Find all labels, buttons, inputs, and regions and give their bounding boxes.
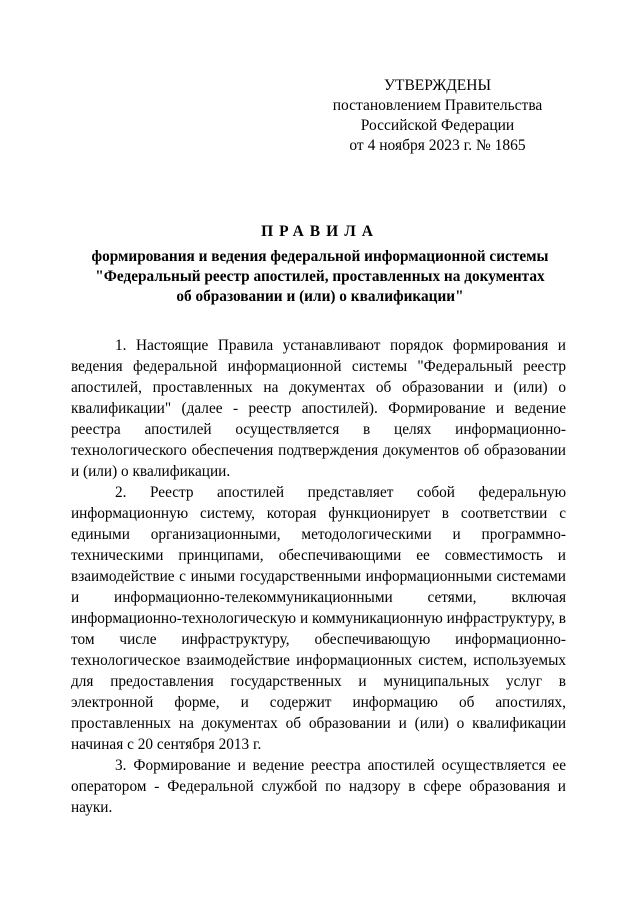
- approval-line-2: Российской Федерации: [360, 117, 515, 134]
- document-body: [71, 335, 566, 818]
- approval-heading: УТВЕРЖДЕНЫ: [384, 77, 491, 94]
- subtitle-line-1: формирования и ведения федеральной информационной системы: [91, 248, 549, 265]
- paragraph-2: 2. Реестр апостилей представляет собой федеральную информационную систему, которая функционирует в соответствии с едиными организационными, методологическими и программно-техническими принципами, обеспечивающими ее совместимость и взаимодействие с иными государственными информационными системами и информационно-телекоммуникационными сетями, включая информационно-технологическую и коммуникационную инфраструктуру, в том числе инфраструктуру, обеспечивающую информационно-технологическое взаимодействие информационных систем, используемых для предоставления государственных и муниципальных услуг в электронной форме, и содержит информацию об апостилях, проставленных на документах об образовании и (или) о квалификации начиная с 20 сентября 2013 г.: [71, 484, 566, 753]
- approval-block: [300, 76, 575, 156]
- document-subtitle: [60, 247, 580, 307]
- paragraph-1: 1. Настоящие Правила устанавливают порядок формирования и ведения федеральной информационной системы "Федеральный реестр апостилей, проставленных на документах об образовании и (или) о квалификации" (далее - реестр апостилей). Формирование и ведение реестра апостилей осуществляется в целях информационно-технологического обеспечения подтверждения документов об образовании и (или) о квалификации.: [71, 337, 566, 480]
- approval-line-3: от 4 ноября 2023 г. № 1865: [349, 137, 526, 154]
- approval-line-1: постановлением Правительства: [332, 97, 543, 114]
- subtitle-line-3: об образовании и (или) о квалификации": [176, 288, 464, 305]
- paragraph-3: 3. Формирование и ведение реестра апостилей осуществляется ее оператором - Федеральной службой по надзору в сфере образования и науки.: [71, 757, 566, 816]
- document-title: ПРАВИЛА: [261, 223, 379, 240]
- subtitle-line-2: "Федеральный реестр апостилей, проставленных на документах: [95, 268, 545, 285]
